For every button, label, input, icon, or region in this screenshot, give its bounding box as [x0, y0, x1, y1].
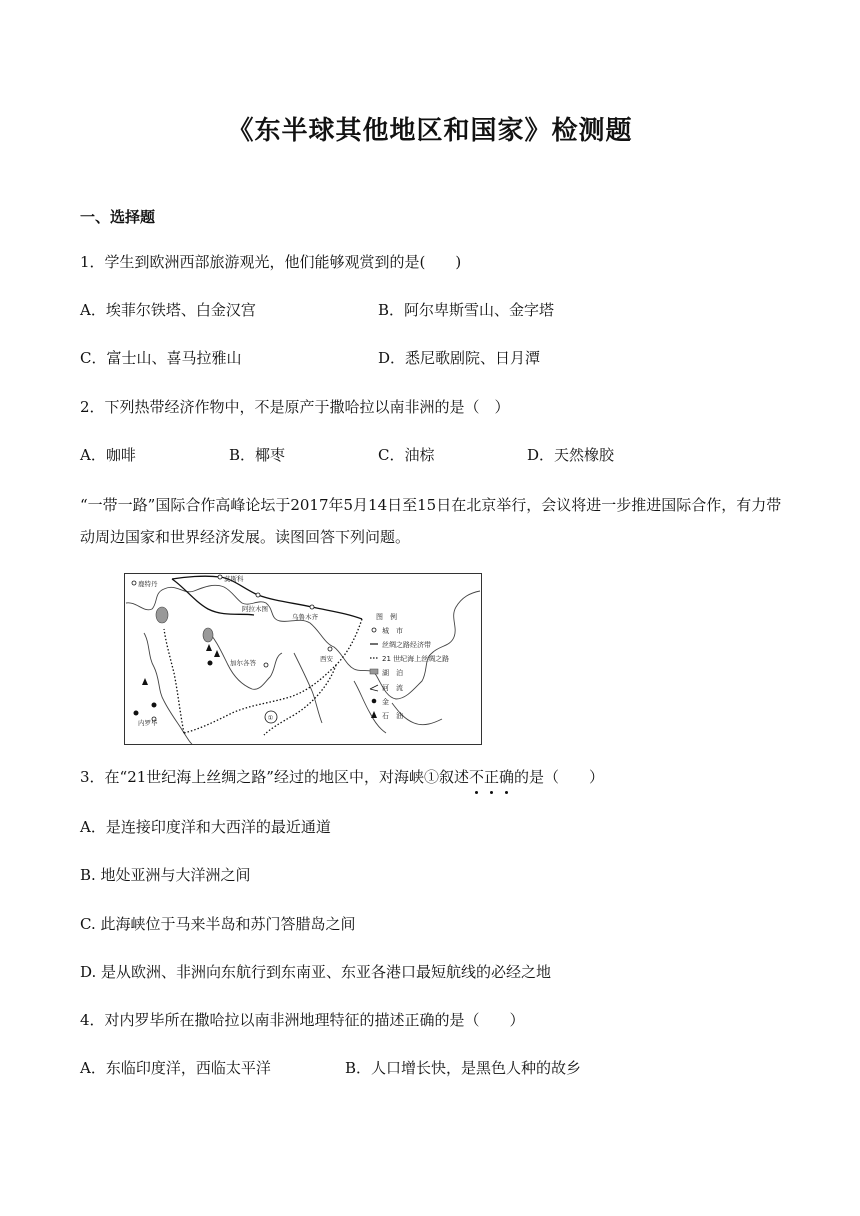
- question-1-option-a: A．埃菲尔铁塔、白金汉宫: [80, 301, 256, 319]
- question-3-option-b: B. 地处亚洲与大洋洲之间: [80, 866, 251, 884]
- question-3-stem-before: 3．在“21世纪海上丝绸之路”经过的地区中，对海峡①叙述: [80, 768, 469, 786]
- silk-road-map-svg: [124, 573, 482, 745]
- page-title: 《东半球其他地区和国家》检测题: [227, 116, 633, 146]
- legend-maritime-silk-road: 21 世纪海上丝绸之路: [382, 655, 450, 663]
- strait-marker-label: ①: [267, 714, 274, 722]
- city-label-nairobi: 内罗毕: [138, 719, 158, 727]
- city-label-urumqi: 乌鲁木齐: [292, 613, 318, 621]
- emphasis-char: 确: [499, 768, 515, 786]
- question-1-stem: 1．学生到欧洲西部旅游观光，他们能够观赏到的是( ): [80, 253, 462, 271]
- question-3-option-c: C. 此海峡位于马来半岛和苏门答腊岛之间: [80, 915, 356, 933]
- emphasis-char: 不: [468, 768, 484, 786]
- question-3-stem-after: 的是（ ）: [514, 768, 605, 786]
- question-2-option-a: A．咖啡: [80, 446, 136, 464]
- intro-paragraph: “一带一路”国际合作高峰论坛于2017年5月14日至15日在北京举行，会议将进一步推进国际合作，有力带动周边国家和世界经济发展。读图回答下列问题。: [80, 496, 782, 546]
- question-2-option-b: B．椰枣: [229, 446, 286, 464]
- question-2-option-c: C．油棕: [378, 446, 435, 464]
- question-1-option-c: C．富士山、喜马拉雅山: [80, 349, 242, 367]
- question-4-option-b: B．人口增长快，是黑色人种的故乡: [345, 1059, 582, 1077]
- question-2-stem: 2．下列热带经济作物中，不是原产于撒哈拉以南非洲的是（ ）: [80, 398, 510, 416]
- legend-oil: 石 油: [382, 712, 403, 720]
- question-3-stem: [80, 766, 604, 788]
- legend-river: 河 流: [382, 684, 403, 692]
- question-1-option-d: D．悉尼歌剧院、日月潭: [378, 349, 541, 367]
- legend-lake: 湖 泊: [382, 669, 403, 677]
- city-marker-rotterdam: [132, 581, 136, 585]
- city-label-xian: 西安: [320, 655, 333, 663]
- question-1-option-b: B．阿尔卑斯雪山、金字塔: [378, 301, 555, 319]
- legend-title: 图 例: [376, 613, 397, 621]
- city-marker-almaty: [256, 593, 260, 597]
- question-4-option-a: A．东临印度洋，西临太平洋: [80, 1059, 271, 1077]
- legend-gold: 金: [382, 698, 389, 706]
- city-label-rotterdam: 鹿特丹: [138, 580, 158, 588]
- question-2-option-d: D．天然橡胶: [527, 446, 615, 464]
- city-label-almaty: 阿拉木图: [242, 605, 268, 613]
- city-marker-moscow: [218, 575, 222, 579]
- section-heading: 一、选择题: [80, 208, 156, 226]
- question-3-option-d: D. 是从欧洲、非洲向东航行到东南亚、东亚各港口最短航线的必经之地: [80, 963, 552, 981]
- emphasis-char: 正: [484, 768, 500, 786]
- city-marker-kolkata: [264, 663, 268, 667]
- question-4-stem: 4．对内罗毕所在撒哈拉以南非洲地理特征的描述正确的是（ ）: [80, 1011, 525, 1029]
- city-label-moscow: 莫斯科: [224, 575, 244, 583]
- city-label-kolkata: 加尔各答: [230, 659, 256, 667]
- question-3-option-a: A．是连接印度洋和大西洋的最近通道: [80, 818, 331, 836]
- legend-city: 城 市: [382, 627, 403, 635]
- silk-road-map: [124, 573, 482, 745]
- legend-silk-road-belt: 丝绸之路经济带: [382, 641, 431, 649]
- city-marker-xian: [328, 647, 332, 651]
- city-marker-urumqi: [310, 605, 314, 609]
